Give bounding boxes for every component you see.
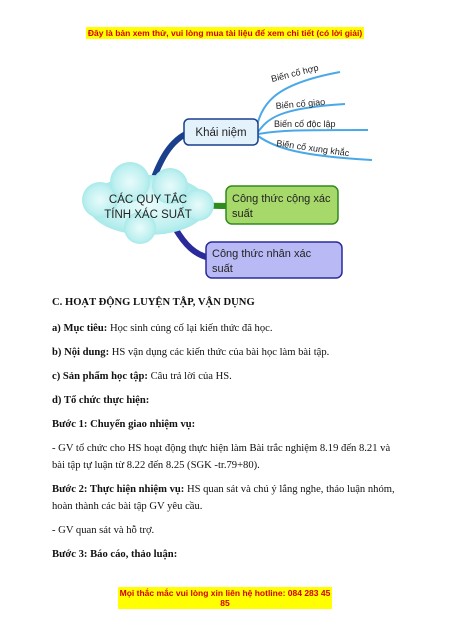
san-pham: c) Sản phẩm học tập: Câu trả lời của HS. xyxy=(52,371,232,382)
hotline-banner: Mọi thắc mắc vui lòng xin liên hệ hotline: 084 283 45 85 xyxy=(119,588,331,608)
buoc-1-label: Bước 1: Chuyển giao nhiệm vụ: xyxy=(52,419,196,430)
branch-leaf-doclap xyxy=(258,130,368,134)
gv-quan-sat: - GV quan sát và hỗ trợ. xyxy=(52,525,155,536)
svg-text:Công thức cộng xác: Công thức cộng xác xyxy=(232,193,331,205)
section-heading: C. HOẠT ĐỘNG LUYỆN TẬP, VẬN DỤNG xyxy=(52,297,255,308)
svg-text:suất: suất xyxy=(212,263,233,275)
preview-banner: Đây là bản xem thử, vui lòng mua tài liệu để xem chi tiết (có lời giải) xyxy=(87,28,363,38)
center-line-1: CÁC QUY TẮC xyxy=(108,194,188,206)
svg-text:Công thức nhân xác: Công thức nhân xác xyxy=(212,248,312,260)
buoc-1-text: - GV tổ chức cho HS hoạt động thực hiện làm Bài trắc nghiệm 8.19 đến 8.21 và bài tập tự luận từ 8.22 đến 8.25 (SGK -tr.79+80). xyxy=(52,443,391,471)
leaf-bien-co-doc-lap: Biến cố độc lập xyxy=(274,119,336,129)
node-cong-thuc-nhan xyxy=(206,242,342,278)
leaf-bien-co-giao: Biến cố giao xyxy=(275,96,326,111)
node-khai-niem xyxy=(184,119,258,145)
mindmap xyxy=(0,50,450,290)
buoc-2: Bước 2: Thực hiện nhiệm vụ: HS quan sát và chú ý lắng nghe, thảo luận nhóm, hoàn thành các bài tập GV yêu cầu. xyxy=(52,484,395,512)
center-line-2: TÍNH XÁC SUẤT xyxy=(104,209,192,221)
noi-dung: b) Nội dung: HS vận dụng các kiến thức của bài học làm bài tập. xyxy=(52,347,330,358)
to-chuc: d) Tổ chức thực hiện: xyxy=(52,395,150,406)
svg-text:suất: suất xyxy=(232,208,253,220)
leaf-bien-co-hop: Biến cố hợp xyxy=(270,62,320,84)
svg-text:Khái niệm: Khái niệm xyxy=(195,127,247,139)
mindmap-center-node xyxy=(82,162,214,244)
branch-nhan xyxy=(175,228,210,258)
leaf-bien-co-xung-khac: Biến cố xung khắc xyxy=(275,138,350,159)
node-cong-thuc-cong xyxy=(226,186,338,224)
lesson-content xyxy=(52,292,402,570)
muc-tieu: a) Mục tiêu: Học sinh củng cố lại kiến thức đã học. xyxy=(52,323,273,334)
buoc-3-label: Bước 3: Báo cáo, thảo luận: xyxy=(52,549,178,560)
